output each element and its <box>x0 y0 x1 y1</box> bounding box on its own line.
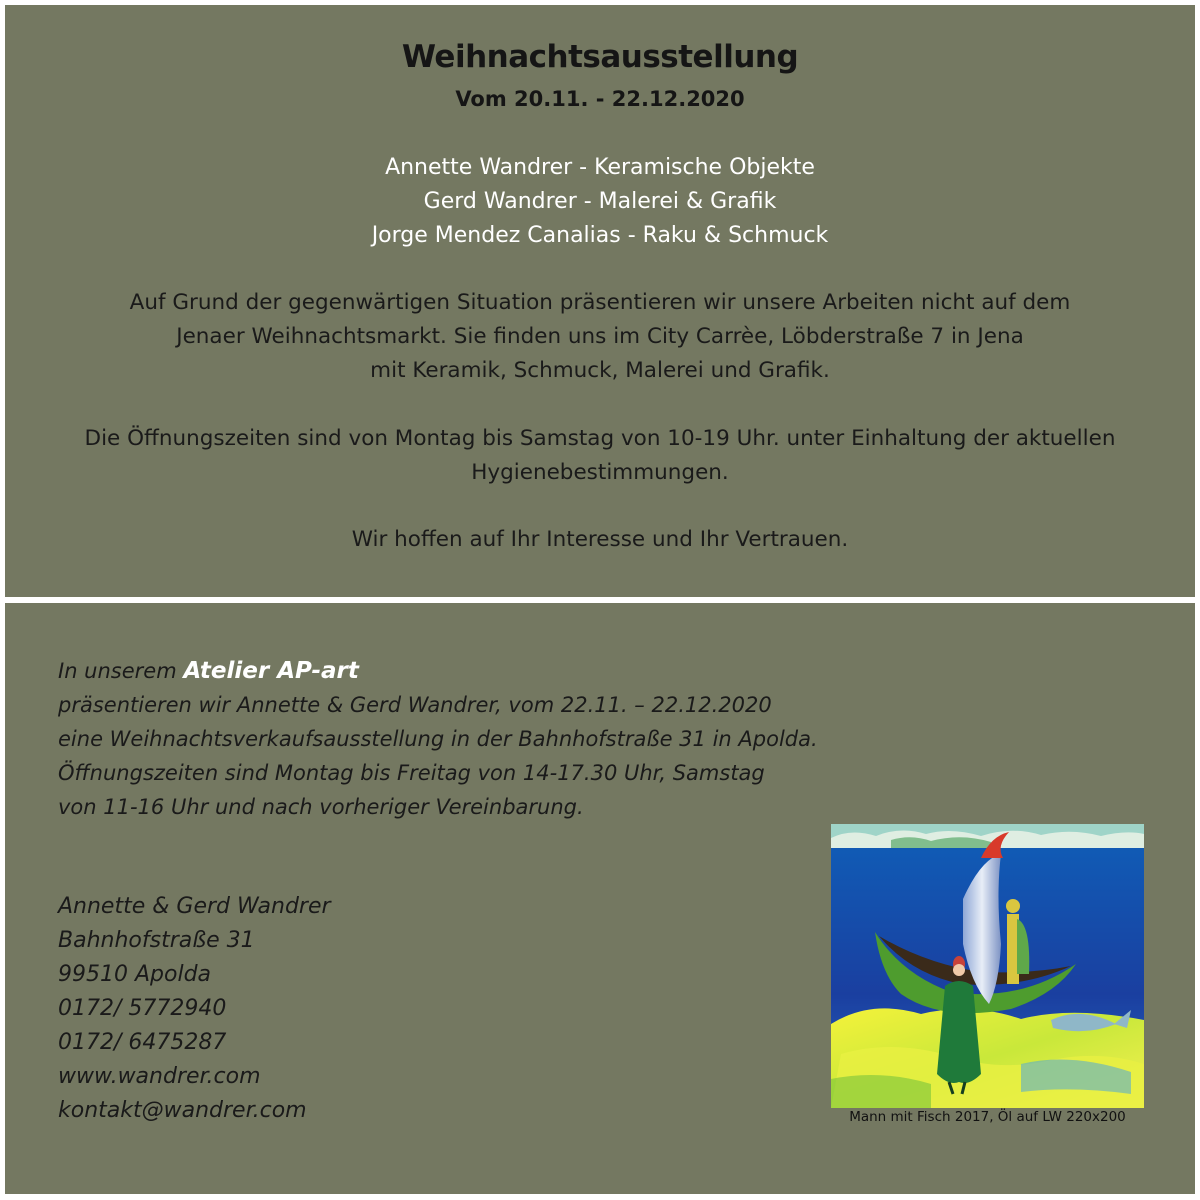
atelier-line: präsentieren wir Annette & Gerd Wandrer, vom 22.11. – 22.12.2020 <box>58 693 772 717</box>
contact-street: Bahnhofstraße 31 <box>58 928 255 953</box>
atelier-line: Öffnungszeiten sind Montag bis Freitag von 14-17.30 Uhr, Samstag <box>58 761 765 785</box>
contact-website-link[interactable]: www.wandrer.com <box>58 1064 261 1089</box>
paragraph-line: mit Keramik, Schmuck, Malerei und Grafik. <box>370 358 830 383</box>
artist-line: Jorge Mendez Canalias - Raku & Schmuck <box>371 223 829 248</box>
contact-phone: 0172/ 5772940 <box>58 996 227 1021</box>
painting-image <box>831 824 1144 1108</box>
exhibition-dates: Vom 20.11. - 22.12.2020 <box>455 87 745 111</box>
closing-paragraph <box>5 523 1195 557</box>
paragraph-line: Wir hoffen auf Ihr Interesse und Ihr Vertrauen. <box>351 527 849 552</box>
atelier-panel <box>5 603 1195 1194</box>
contact-block <box>58 890 331 1128</box>
atelier-intro: In unserem <box>58 659 177 683</box>
atelier-description <box>58 654 818 824</box>
paragraph-line: Jenaer Weihnachtsmarkt. Sie finden uns im City Carrèe, Löbderstraße 7 in Jena <box>176 324 1024 349</box>
paragraph-line: Hygienebestimmungen. <box>471 460 729 485</box>
artist-list <box>5 151 1195 253</box>
contact-name: Annette & Gerd Wandrer <box>58 894 331 919</box>
atelier-heading-line <box>58 654 818 688</box>
atelier-line: eine Weihnachtsverkaufsausstellung in der Bahnhofstraße 31 in Apolda. <box>58 727 818 751</box>
location-paragraph <box>5 286 1195 388</box>
contact-phone: 0172/ 6475287 <box>58 1030 227 1055</box>
atelier-name: Atelier AP-art <box>183 658 359 684</box>
artist-line: Annette Wandrer - Keramische Objekte <box>385 155 815 180</box>
exhibition-announcement-panel <box>5 5 1195 597</box>
contact-email-link[interactable]: kontakt@wandrer.com <box>58 1098 307 1123</box>
opening-hours-paragraph <box>5 422 1195 490</box>
artist-line: Gerd Wandrer - Malerei & Grafik <box>423 189 777 214</box>
paragraph-line: Die Öffnungszeiten sind von Montag bis Samstag von 10-19 Uhr. unter Einhaltung der aktuellen <box>84 426 1116 451</box>
contact-city: 99510 Apolda <box>58 962 212 987</box>
exhibition-title: Weihnachtsausstellung <box>401 39 799 75</box>
painting-caption: Mann mit Fisch 2017, Öl auf LW 220x200 <box>849 1109 1126 1125</box>
paragraph-line: Auf Grund der gegenwärtigen Situation präsentieren wir unsere Arbeiten nicht auf dem <box>129 290 1071 315</box>
atelier-line: von 11-16 Uhr und nach vorheriger Vereinbarung. <box>58 795 584 819</box>
